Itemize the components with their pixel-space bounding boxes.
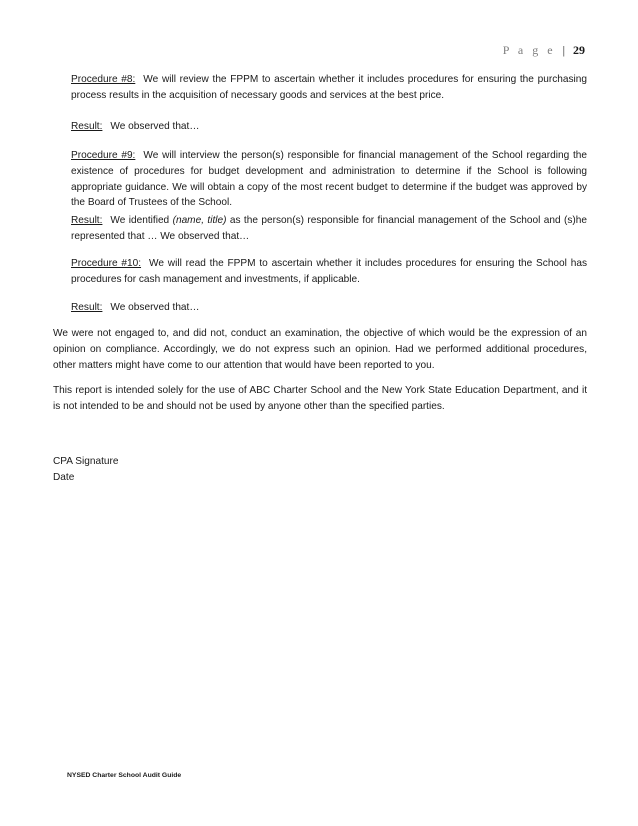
result-label: Result:	[71, 215, 103, 226]
result-text-italic: (name, title)	[172, 215, 227, 226]
cpa-signature-line: CPA Signature	[53, 456, 119, 467]
result-label: Result:	[71, 121, 103, 132]
result-text-before: We identified	[110, 215, 170, 226]
page-number	[503, 43, 585, 58]
result-8	[71, 119, 587, 135]
procedure-text: We will read the FPPM to ascertain whether it includes procedures for ensuring the School has procedures for cash management and investments, if applicable.	[71, 258, 587, 285]
procedure-label: Procedure #8:	[71, 74, 136, 85]
procedure-label: Procedure #9:	[71, 150, 136, 161]
procedure-label: Procedure #10:	[71, 258, 142, 269]
result-9	[71, 213, 587, 245]
procedure-9	[71, 148, 587, 211]
footer-title: NYSED Charter School Audit Guide	[67, 772, 182, 779]
procedure-text: We will review the FPPM to ascertain whether it includes procedures for ensuring the purchasing process results in the acquisition of necessary goods and services at the best price.	[71, 74, 587, 101]
result-label: Result:	[71, 302, 103, 313]
intended-use-paragraph: This report is intended solely for the use of ABC Charter School and the New York State Education Department, and it is not intended to be and should not be used by anyone other than the specified parties.	[53, 385, 587, 412]
procedure-text: We will interview the person(s) responsible for financial management of the School regarding the existence of procedures for budget development and administration to determine if the School is following appropriate guidance. We will obtain a copy of the most recent budget to determine if the budget was approved by the Board of Trustees of the School.	[71, 150, 587, 209]
result-text: We observed that…	[110, 302, 200, 313]
disclaimer-paragraph: We were not engaged to, and did not, conduct an examination, the objective of which would be the expression of an opinion on compliance. Accordingly, we do not express such an opinion. Had we performed additional procedures, other matters might have come to our attention that would have been reported to you.	[53, 328, 587, 371]
page-label: P a g e	[502, 43, 556, 57]
page-number-value: 29	[573, 43, 585, 57]
result-text: We observed that…	[110, 121, 200, 132]
result-10	[71, 300, 587, 316]
procedure-10	[71, 256, 587, 288]
procedure-8	[71, 72, 587, 104]
page-separator: |	[562, 43, 565, 57]
date-line: Date	[53, 472, 75, 483]
result-text-after: as the person(s) responsible for financial management of the School and (s)he represented that … We observed that…	[71, 215, 588, 242]
